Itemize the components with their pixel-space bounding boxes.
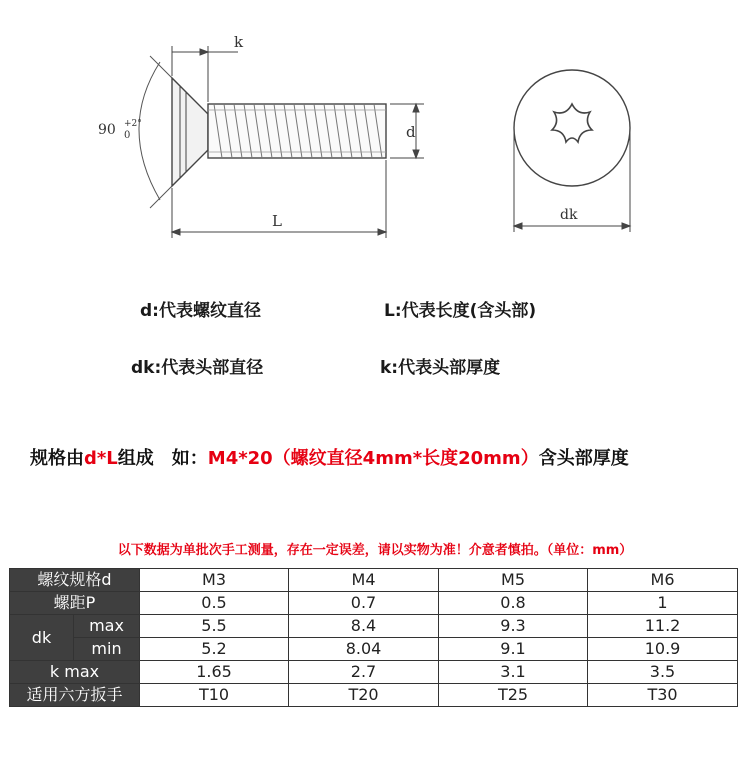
wrench-cell: T20: [289, 684, 439, 707]
size-cell: M5: [439, 569, 588, 592]
d-label: d: [406, 123, 416, 141]
k-max-cell: 1.65: [140, 661, 289, 684]
header-dk-max: max: [74, 615, 140, 638]
dk-max-cell: 9.3: [439, 615, 588, 638]
L-label: L: [272, 212, 282, 230]
angle-label: 90: [98, 122, 116, 138]
header-dk: dk: [10, 615, 74, 661]
table-row: [10, 615, 738, 638]
size-cell: M3: [140, 569, 289, 592]
spec-prefix: 规格由: [30, 448, 84, 469]
header-pitch: 螺距P: [10, 592, 140, 615]
dk-min-cell: 9.1: [439, 638, 588, 661]
dk-max-cell: 11.2: [588, 615, 738, 638]
table-row: [10, 684, 738, 707]
k-max-cell: 2.7: [289, 661, 439, 684]
legend-L: L:代表长度(含头部): [384, 301, 537, 321]
angle-tolerance-lower: 0: [124, 130, 131, 141]
k-max-cell: 3.1: [439, 661, 588, 684]
header-wrench: 适用六方扳手: [10, 684, 140, 707]
spec-middle: 组成 如：: [117, 448, 208, 469]
dk-min-cell: 8.04: [289, 638, 439, 661]
legend-dk: dk:代表头部直径: [131, 358, 264, 378]
wrench-cell: T10: [140, 684, 289, 707]
wrench-cell: T30: [588, 684, 738, 707]
spec-example: M4*20（螺纹直径4mm*长度20mm）: [207, 448, 539, 469]
table-row: [10, 569, 738, 592]
k-label: k: [234, 33, 244, 51]
measurement-note: 以下数据为单批次手工测量，存在一定误差，请以实物为准！介意者慎拍。（单位：mm）: [117, 543, 633, 558]
header-dk-min: min: [74, 638, 140, 661]
dk-max-cell: 8.4: [289, 615, 439, 638]
legend-d: d:代表螺纹直径: [140, 301, 261, 321]
dk-label: dk: [560, 207, 578, 223]
pitch-cell: 0.7: [289, 592, 439, 615]
size-cell: M4: [289, 569, 439, 592]
table-row: [10, 592, 738, 615]
torx-recess-icon: [552, 104, 592, 142]
pitch-cell: 0.5: [140, 592, 289, 615]
header-thread-size: 螺纹规格d: [10, 569, 140, 592]
dk-min-cell: 10.9: [588, 638, 738, 661]
table-row: [10, 638, 738, 661]
pitch-cell: 1: [588, 592, 738, 615]
pitch-cell: 0.8: [439, 592, 588, 615]
header-k-max: k max: [10, 661, 140, 684]
angle-tolerance-upper: +2°: [124, 119, 142, 129]
screw-technical-drawing: [0, 0, 750, 260]
angle-dimension: [139, 56, 172, 208]
spec-table: [9, 568, 738, 707]
spec-suffix: 含头部厚度: [538, 448, 629, 469]
dk-min-cell: 5.2: [140, 638, 289, 661]
size-cell: M6: [588, 569, 738, 592]
wrench-cell: T25: [439, 684, 588, 707]
dk-dimension: [514, 223, 630, 229]
table-row: [10, 661, 738, 684]
spec-explanation: [30, 444, 629, 470]
spec-formula: d*L: [84, 448, 118, 469]
dk-max-cell: 5.5: [140, 615, 289, 638]
legend-k: k:代表头部厚度: [380, 358, 501, 378]
k-max-cell: 3.5: [588, 661, 738, 684]
screw-side-view: [172, 78, 386, 186]
